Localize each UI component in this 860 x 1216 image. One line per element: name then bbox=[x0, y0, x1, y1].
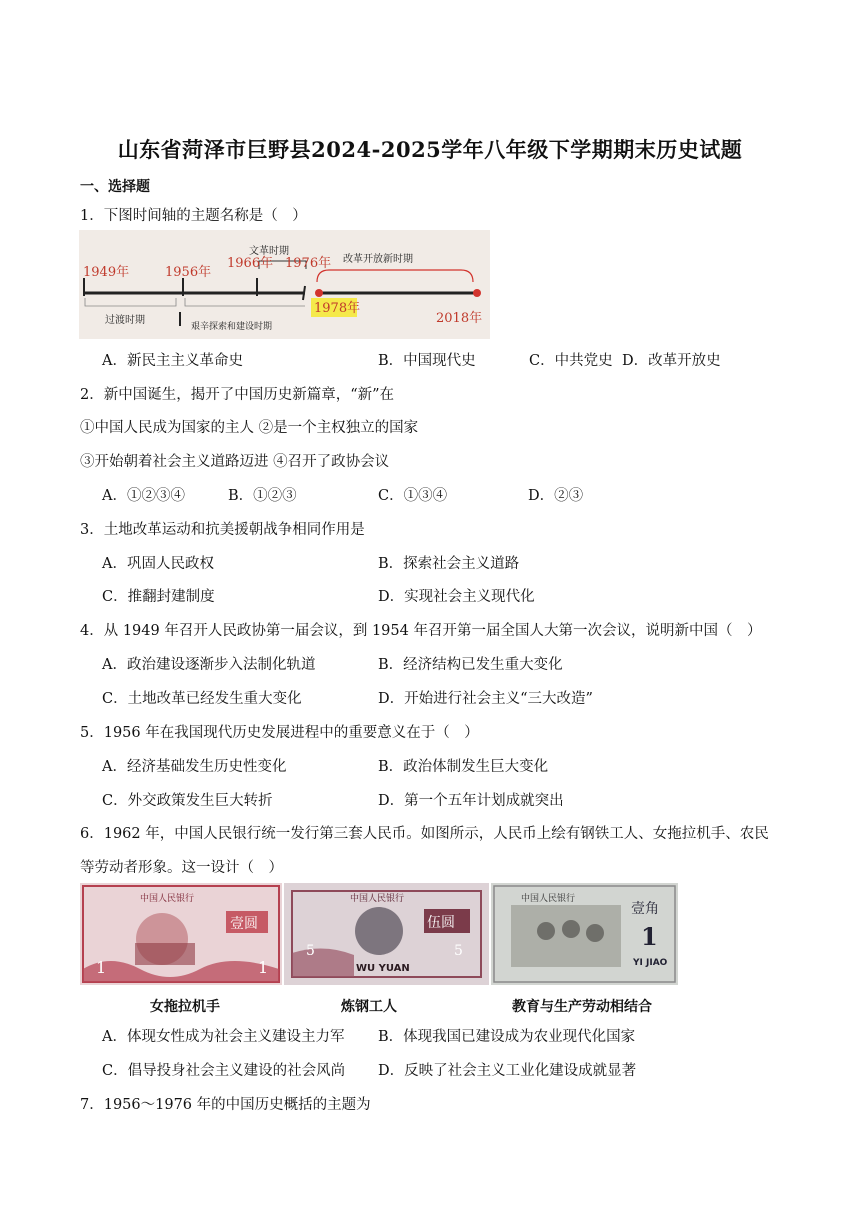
q5-option-d: D．第一个五年计划成就突出 bbox=[378, 793, 564, 809]
svg-text:5: 5 bbox=[306, 943, 315, 959]
banknote-caption-2: 炼钢工人 bbox=[341, 999, 397, 1015]
q1-option-d: D．改革开放史 bbox=[622, 353, 721, 369]
question-3-stem: 3．土地改革运动和抗美援朝战争相同作用是 bbox=[80, 522, 365, 538]
svg-text:1: 1 bbox=[96, 958, 107, 977]
svg-text:壹圆: 壹圆 bbox=[230, 916, 258, 932]
q1-option-c: C．中共党史 bbox=[529, 353, 613, 369]
year-1976: 1976年 bbox=[285, 256, 332, 271]
question-6-stem: 6．1962 年，中国人民银行统一发行第三套人民币。如图所示，人民币上绘有钢铁工人、女拖拉机手、农民 bbox=[80, 826, 769, 842]
q2-option-a: A．①②③④ bbox=[102, 488, 185, 504]
year-1949: 1949年 bbox=[83, 265, 130, 280]
question-2-line-2: ③开始朝着社会主义道路迈进 ④召开了政协会议 bbox=[80, 454, 390, 470]
banknote-1-jiao bbox=[491, 883, 678, 985]
q1-option-a: A．新民主主义革命史 bbox=[102, 353, 243, 369]
q3-option-a: A．巩固人民政权 bbox=[102, 556, 214, 572]
question-7-stem: 7．1956～1976 年的中国历史概括的主题为 bbox=[80, 1097, 371, 1113]
question-6-stem-cont: 等劳动者形象。这一设计（ ） bbox=[80, 860, 283, 876]
question-5-stem: 5．1956 年在我国现代历史发展进程中的重要意义在于（ ） bbox=[80, 725, 479, 741]
q6-option-c: C．倡导投身社会主义建设的社会风尚 bbox=[102, 1063, 346, 1079]
question-2-line-1: ①中国人民成为国家的主人 ②是一个主权独立的国家 bbox=[80, 420, 419, 436]
q2-option-c: C．①③④ bbox=[378, 488, 448, 504]
timeline-figure bbox=[79, 230, 490, 339]
year-1956: 1956年 bbox=[165, 265, 212, 280]
svg-text:伍圆: 伍圆 bbox=[427, 915, 455, 931]
svg-text:5: 5 bbox=[454, 943, 463, 959]
svg-text:1: 1 bbox=[641, 922, 658, 951]
svg-text:YI JIAO: YI JIAO bbox=[633, 958, 668, 968]
label-transition: 过渡时期 bbox=[105, 315, 145, 326]
question-1-stem: 1．下图时间轴的主题名称是（ ） bbox=[80, 208, 307, 224]
q5-option-b: B．政治体制发生巨大变化 bbox=[378, 759, 549, 775]
q2-option-b: B．①②③ bbox=[228, 488, 297, 504]
q3-option-d: D．实现社会主义现代化 bbox=[378, 589, 535, 605]
banknote-1-yuan bbox=[80, 883, 282, 985]
svg-text:中国人民银行: 中国人民银行 bbox=[350, 894, 405, 904]
section-heading: 一、选择题 bbox=[80, 179, 150, 195]
question-4-stem: 4．从 1949 年召开人民政协第一届会议，到 1954 年召开第一届全国人大第一次会议，说明新中国（ ） bbox=[80, 623, 762, 639]
q2-option-d: D．②③ bbox=[528, 488, 584, 504]
end-dot-2018 bbox=[473, 289, 481, 297]
q6-option-b: B．体现我国已建设成为农业现代化国家 bbox=[378, 1029, 636, 1045]
year-1978: 1978年 bbox=[314, 301, 361, 316]
page-title: 山东省菏泽市巨野县2024-2025学年八年级下学期期末历史试题 bbox=[117, 137, 743, 162]
q5-option-a: A．经济基础发生历史性变化 bbox=[102, 759, 287, 775]
q5-option-c: C．外交政策发生巨大转折 bbox=[102, 793, 273, 809]
year-1966: 1966年 bbox=[227, 256, 274, 271]
svg-text:中国人民银行: 中国人民银行 bbox=[521, 894, 576, 904]
label-cultural-revolution: 文革时期 bbox=[249, 246, 289, 257]
q3-option-c: C．推翻封建制度 bbox=[102, 589, 215, 605]
banknote-caption-3: 教育与生产劳动相结合 bbox=[512, 999, 652, 1015]
q4-option-d: D．开始进行社会主义“三大改造” bbox=[378, 691, 593, 707]
q4-option-c: C．土地改革已经发生重大变化 bbox=[102, 691, 302, 707]
label-reform: 改革开放新时期 bbox=[343, 254, 413, 265]
banknote-caption-1: 女拖拉机手 bbox=[150, 999, 220, 1015]
q1-option-b: B．中国现代史 bbox=[378, 353, 476, 369]
year-2018: 2018年 bbox=[436, 311, 483, 326]
svg-text:WU YUAN: WU YUAN bbox=[356, 963, 410, 974]
label-exploration: 艰辛探索和建设时期 bbox=[191, 322, 273, 332]
q4-option-a: A．政治建设逐渐步入法制化轨道 bbox=[102, 657, 316, 673]
svg-text:中国人民银行: 中国人民银行 bbox=[140, 894, 195, 904]
reform-bracket-arc bbox=[317, 270, 473, 282]
steelworker-portrait bbox=[355, 907, 403, 955]
start-dot-1978 bbox=[315, 289, 323, 297]
q4-option-b: B．经济结构已发生重大变化 bbox=[378, 657, 563, 673]
q3-option-b: B．探索社会主义道路 bbox=[378, 556, 520, 572]
svg-text:1: 1 bbox=[258, 958, 269, 977]
q6-option-a: A．体现女性成为社会主义建设主力军 bbox=[102, 1029, 345, 1045]
q6-option-d: D．反映了社会主义工业化建设成就显著 bbox=[378, 1063, 637, 1079]
svg-text:壹角: 壹角 bbox=[631, 901, 659, 917]
banknote-5-yuan bbox=[284, 883, 489, 985]
question-2-stem: 2．新中国诞生，揭开了中国历史新篇章，“新”在 bbox=[80, 387, 395, 403]
